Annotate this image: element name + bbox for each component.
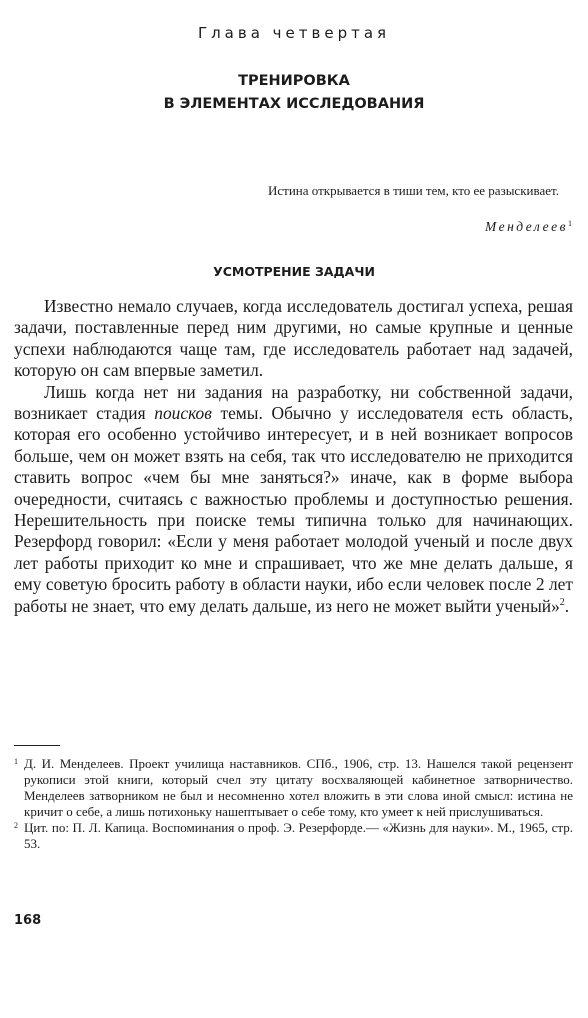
footnote-2-mark: 2: [14, 821, 18, 830]
section-heading: УСМОТРЕНИЕ ЗАДАЧИ: [213, 264, 375, 279]
epigraph-author: [485, 219, 572, 235]
page-number: 168: [14, 913, 42, 928]
epigraph-author-name: Менделеев: [485, 219, 568, 234]
footnote-ref-2: 2: [559, 596, 565, 608]
paragraph-2: [14, 382, 573, 617]
chapter-title-line-1: ТРЕНИРОВКА: [238, 73, 350, 89]
footnote-divider: [14, 745, 60, 746]
chapter-title-line-2: В ЭЛЕМЕНТАХ ИССЛЕДОВАНИЯ: [163, 96, 425, 112]
paragraph-2-end: .: [564, 595, 570, 616]
footnote-1: [14, 756, 573, 820]
chapter-title: [0, 70, 588, 116]
paragraph-2-part-1: Лишь когда нет ни задания на разработку, ни собственной задачи, возникает стадия: [14, 381, 573, 424]
footnote-1-mark: 1: [14, 757, 18, 766]
chapter-heading: Глава четвертая: [197, 24, 391, 42]
footnote-1-text: Д. И. Менделеев. Проект училища наставников. СПб., 1906, стр. 13. Нашелся такой рецензент рукописи этой книги, который счел эту цитату восхваляющей кабинетное затворничество. Менделеев затворником не был и несомненно хотел вложить в эти слова иной смысл: истина не кричит о себе, а лишь потихоньку нашептывает о себе тому, кто умеет к ней прислушиваться.: [24, 756, 573, 819]
footnote-2-text: Цит. по: П. Л. Капица. Воспоминания о проф. Э. Резерфорде.— «Жизнь для науки». М., 1965, стр. 53.: [24, 820, 573, 851]
footnote-2: [14, 820, 573, 852]
epigraph-text: Истина открывается в тиши тем, кто ее разыскивает.: [268, 183, 559, 198]
paragraph-2-part-2: темы. Обычно у исследователя есть область, которая его особенно устойчиво интересует, и в ней возникает вопросов больше, чем он может взять на себя, так что исследователю не приходится ставить вопрос «чем бы мне заняться?» иначе, как в форме выбора очередности, считаясь с важностью проблемы и доступностью решения. Нерешительность при поиске темы типична только для начинающих. Резерфорд говорил: «Если у меня работает молодой ученый и после двух лет работы приходит ко мне и спрашивает, что же мне делать дальше, я ему советую бросить работу в области науки, ибо если человек после 2 лет работы не знает, что ему делать дальше, из него не может выйти ученый»: [14, 403, 573, 616]
footnote-ref-1: 1: [568, 219, 572, 228]
emphasis-word: поисков: [154, 403, 212, 424]
footnotes: [14, 756, 573, 852]
paragraph-1: Известно немало случаев, когда исследователь достигал успеха, решая задачи, поставленные перед ним другими, но самые крупные и ценные успехи наблюдаются чаще там, где исследователь работает над задачей, которую он сам впервые заметил.: [14, 296, 573, 381]
body-text: [14, 296, 573, 617]
